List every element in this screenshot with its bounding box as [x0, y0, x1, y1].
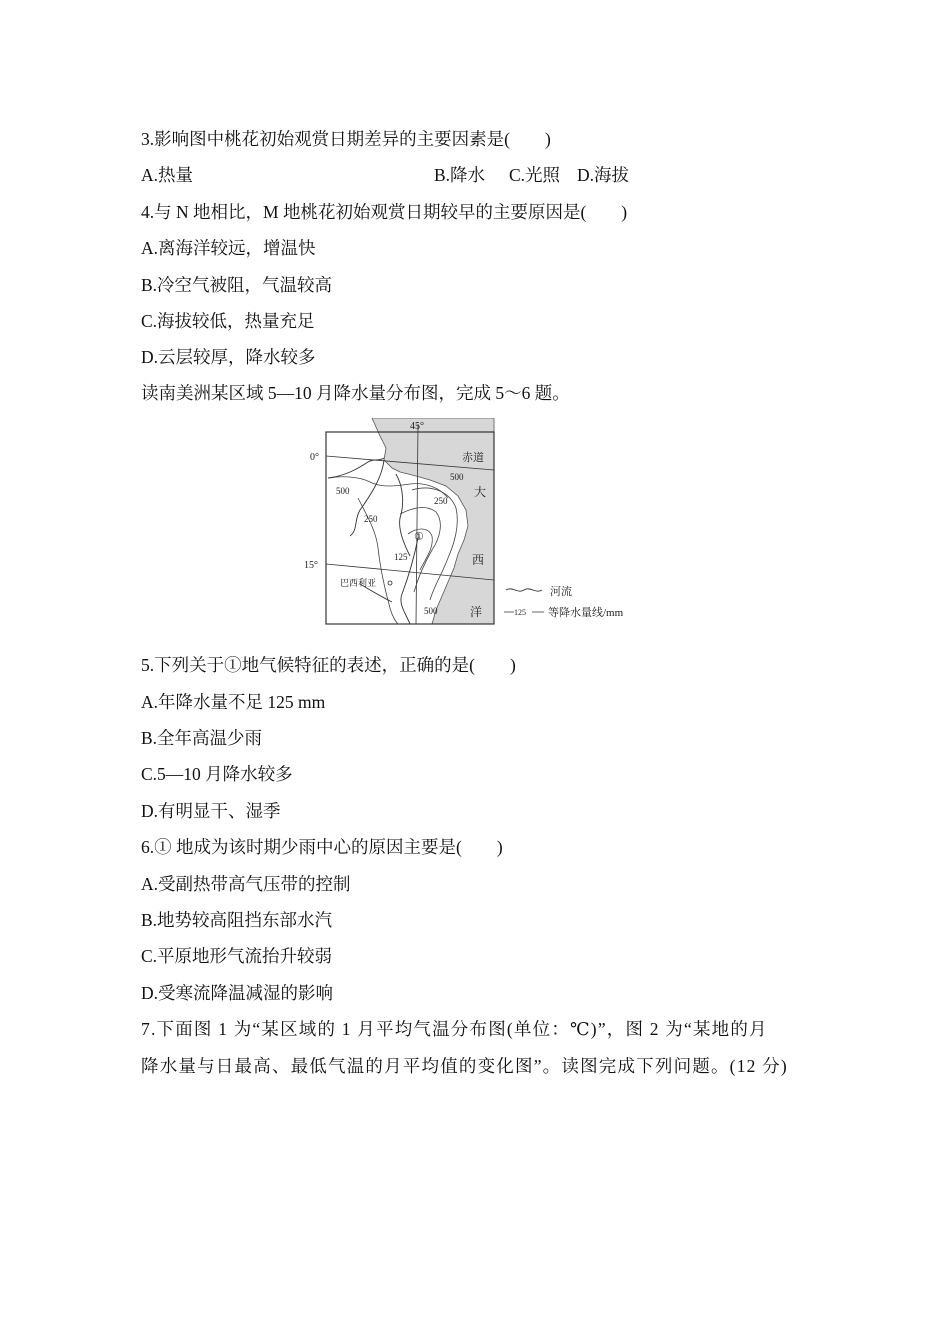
river — [350, 460, 384, 536]
lat-label-0: 0° — [310, 452, 319, 463]
ocean-char-yang: 洋 — [470, 605, 483, 619]
q5-option-b: B.全年高温少雨 — [141, 728, 263, 748]
q5-stem: 5.下列关于①地气候特征的表述，正确的是( ) — [141, 655, 516, 675]
q4-option-d: D.云层较厚，降水较多 — [141, 347, 316, 367]
ocean-char-da: 大 — [474, 485, 487, 499]
isohyet-value: 500 — [450, 472, 464, 482]
isohyet-value: 125 — [394, 552, 408, 562]
lon-label: 45° — [410, 421, 424, 432]
isohyet-value: 500 — [424, 606, 438, 616]
q4-option-a: A.离海洋较远，增温快 — [141, 238, 316, 258]
equator-label: 赤道 — [462, 452, 484, 464]
q3-option-c: C.光照 — [509, 165, 561, 185]
precipitation-map — [300, 418, 660, 628]
isohyet-value: 250 — [434, 496, 448, 506]
q6-option-a: A.受副热带高气压带的控制 — [141, 874, 351, 894]
q6-option-b: B.地势较高阻挡东部水汽 — [141, 910, 333, 930]
q4-stem: 4.与 N 地相比，M 地桃花初始观赏日期较早的主要原因是( ) — [141, 202, 628, 222]
isohyet-value: 250 — [364, 514, 378, 524]
legend-river-label: 河流 — [550, 586, 572, 598]
q5-option-a: A.年降水量不足 125 mm — [141, 692, 326, 712]
q6-option-d: D.受寒流降温减湿的影响 — [141, 983, 334, 1003]
point-1-marker: ① — [414, 531, 424, 543]
q4-option-b: B.冷空气被阻，气温较高 — [141, 275, 333, 295]
q5-option-d: D.有明显干、湿季 — [141, 801, 281, 821]
q3-option-b: B.降水 — [434, 165, 486, 185]
isohyet-value: 500 — [336, 486, 350, 496]
map-intro: 读南美洲某区域 5—10 月降水量分布图，完成 5～6 题。 — [141, 383, 570, 403]
lat-label-15: 15° — [304, 560, 318, 571]
legend-isohyet-value: 125 — [514, 608, 526, 617]
q3-option-d: D.海拔 — [577, 165, 630, 185]
river — [328, 458, 384, 478]
ocean-char-xi: 西 — [472, 553, 485, 567]
q6-stem: 6.① 地成为该时期少雨中心的原因主要是( ) — [141, 837, 503, 857]
legend-isohyet-label: 等降水量线/mm — [548, 607, 624, 619]
q5-option-c: C.5—10 月降水较多 — [141, 764, 293, 784]
legend-river-symbol — [506, 589, 542, 591]
city-dot — [388, 581, 392, 585]
city-label: 巴西利亚 — [340, 578, 377, 588]
q3-stem: 3.影响图中桃花初始观赏日期差异的主要因素是( ) — [141, 129, 551, 149]
river — [401, 538, 418, 624]
q7-line-2: 降水量与日最高、最低气温的月平均值的变化图”。读图完成下列问题。(12 分) — [141, 1056, 788, 1076]
q3-option-a: A.热量 — [141, 165, 194, 185]
q6-option-c: C.平原地形气流抬升较弱 — [141, 946, 333, 966]
isohyet-line — [400, 508, 440, 592]
q7-line-1: 7.下面图 1 为“某区域的 1 月平均气温分布图(单位：℃)”，图 2 为“某地的月 — [141, 1019, 768, 1039]
ocean-area — [372, 418, 494, 624]
q3-options — [141, 163, 661, 187]
river — [396, 474, 410, 556]
q4-option-c: C.海拔较低，热量充足 — [141, 311, 315, 331]
